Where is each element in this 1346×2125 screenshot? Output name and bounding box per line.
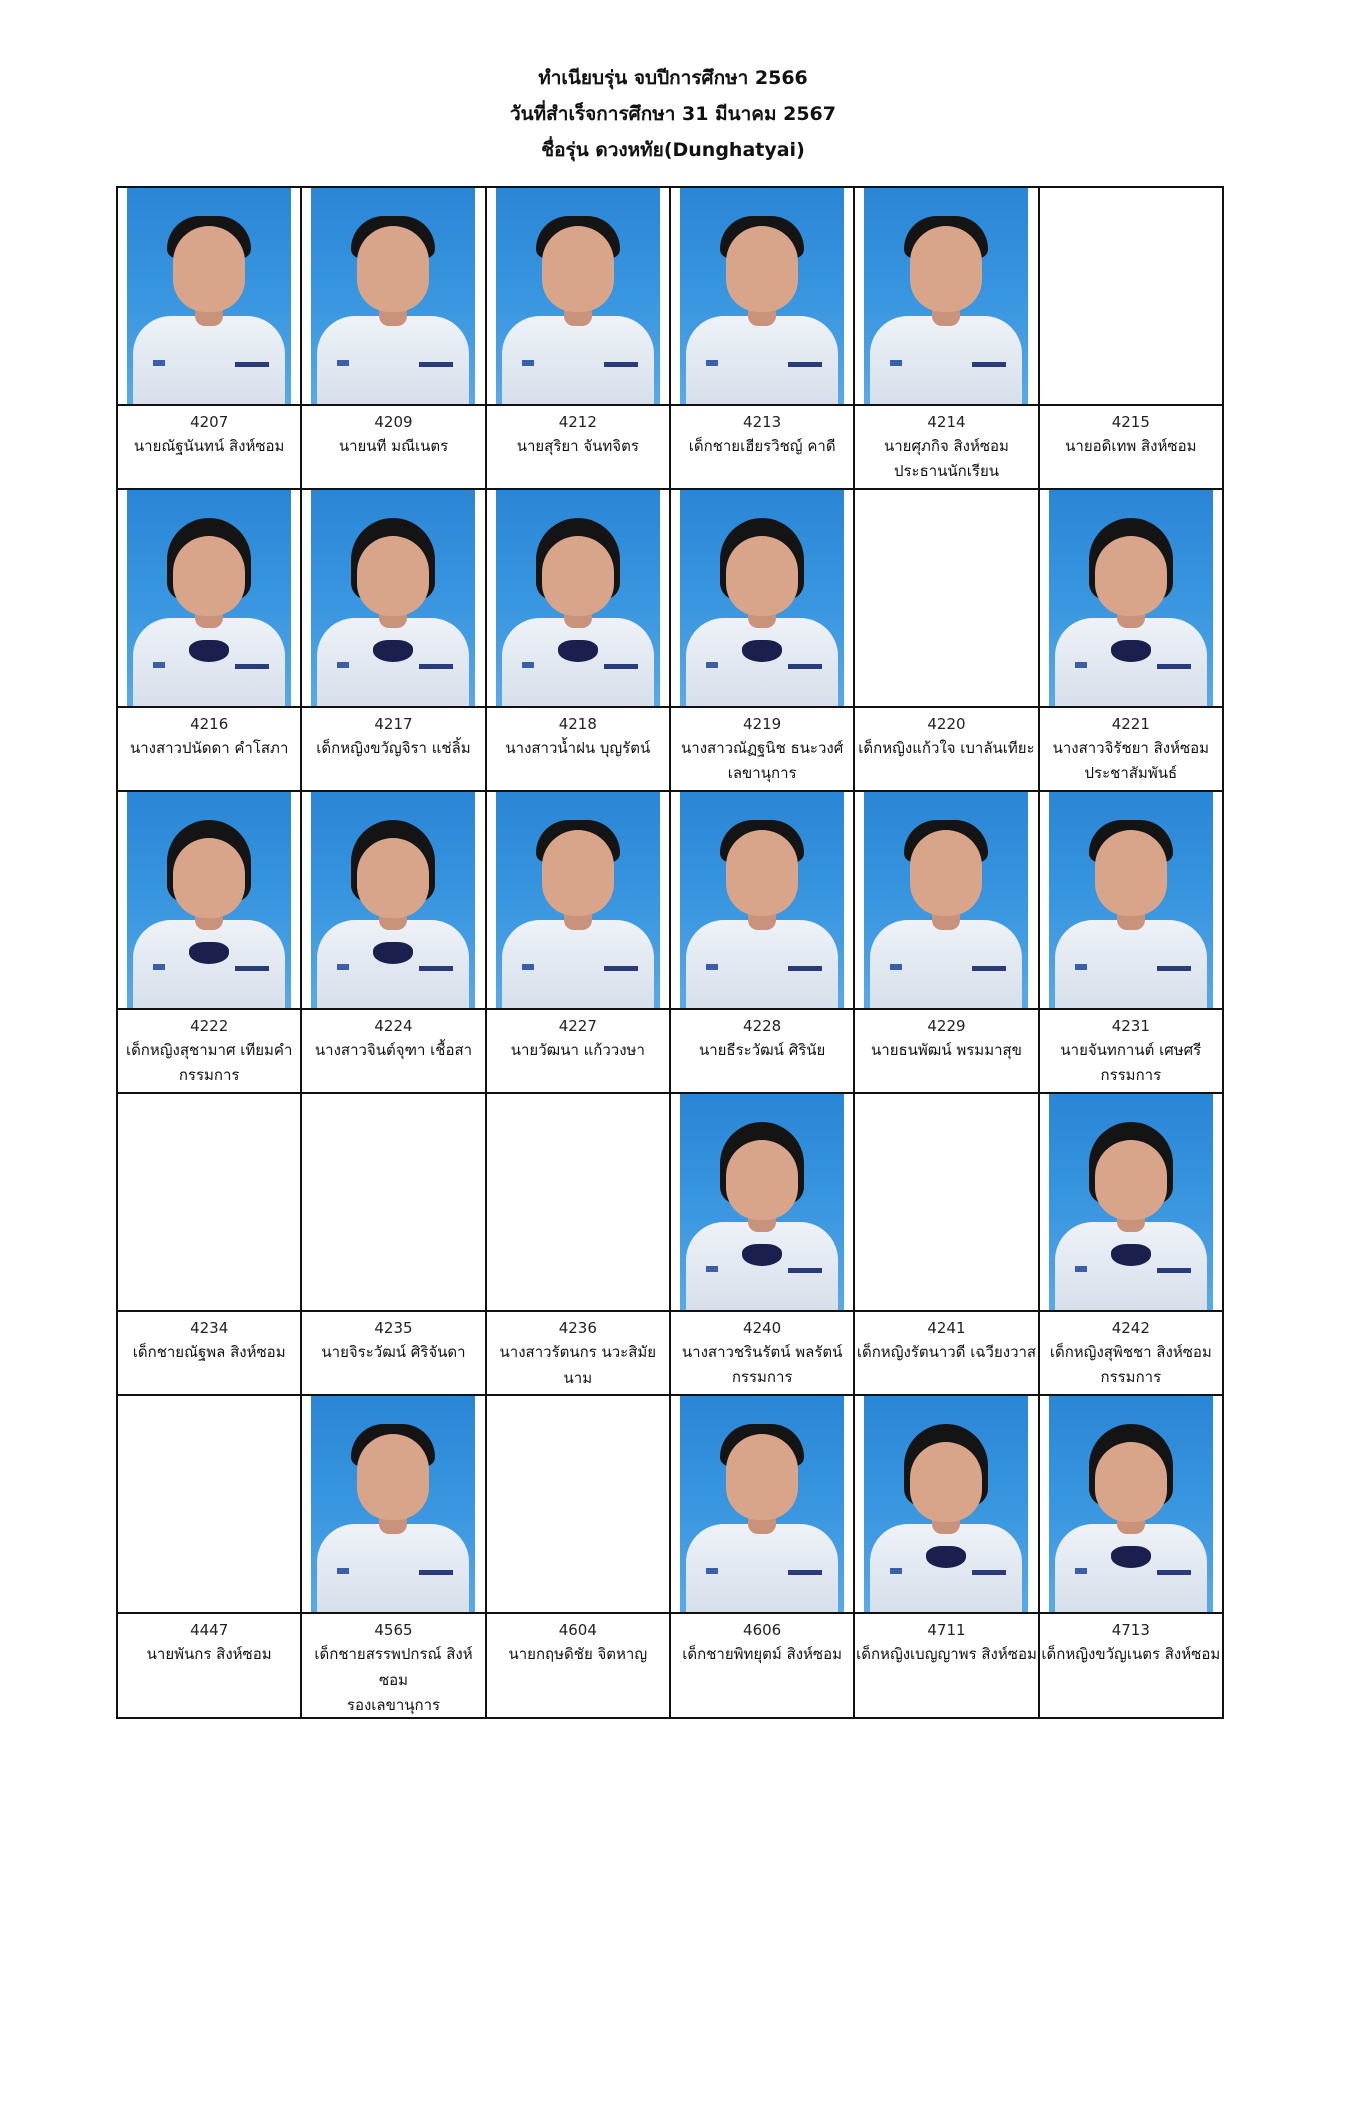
student-id: 4228: [743, 1017, 782, 1035]
student-id: 4713: [1111, 1621, 1150, 1639]
photo-row: [117, 187, 1223, 405]
student-photo-cell: [1039, 791, 1223, 1009]
student-id: 4224: [374, 1017, 413, 1035]
student-id: 4227: [558, 1017, 597, 1035]
student-photo-cell: [854, 489, 1038, 707]
student-id: 4229: [927, 1017, 966, 1035]
student-name: เด็กหญิงรัตนาวดี เฉวียงวาส: [856, 1343, 1037, 1361]
student-id: 4214: [927, 413, 966, 431]
student-photo-cell: [117, 489, 301, 707]
student-info-cell: [670, 707, 854, 791]
student-photo-cell: [301, 1093, 485, 1311]
student-portrait: [311, 792, 475, 1008]
student-id: 4242: [1111, 1319, 1150, 1337]
student-id: 4231: [1111, 1017, 1150, 1035]
student-id: 4216: [190, 715, 229, 733]
student-name: เด็กหญิงแก้วใจ เบาลันเทียะ: [858, 739, 1035, 757]
student-role: กรรมการ: [178, 1066, 240, 1084]
student-info-cell: [301, 1009, 485, 1093]
student-id: 4215: [1111, 413, 1150, 431]
student-info-cell: [854, 707, 1038, 791]
student-photo-cell: [854, 1093, 1038, 1311]
student-photo-cell: [301, 187, 485, 405]
student-photo-cell: [301, 791, 485, 1009]
student-role: ประชาสัมพันธ์: [1084, 764, 1178, 782]
student-photo-cell: [117, 187, 301, 405]
student-name: นางสาวจินต์จุฑา เชื้อสา: [314, 1041, 473, 1059]
photo-row: [117, 791, 1223, 1009]
student-name: นางสาวรัตนกร นวะสิมัยนาม: [499, 1343, 657, 1387]
student-photo-cell: [486, 1395, 670, 1613]
student-name: นายศุภกิจ สิงห์ซอม: [883, 437, 1009, 455]
student-info-cell: [1039, 1311, 1223, 1395]
student-info-cell: [301, 707, 485, 791]
student-portrait: [680, 792, 844, 1008]
student-id: 4221: [1111, 715, 1150, 733]
student-role: กรรมการ: [731, 1368, 793, 1386]
student-photo-cell: [854, 187, 1038, 405]
student-photo-cell: [670, 791, 854, 1009]
student-id: 4711: [927, 1621, 966, 1639]
info-row: [117, 1311, 1223, 1395]
student-name: เด็กหญิงขวัญเนตร สิงห์ซอม: [1041, 1645, 1221, 1663]
student-info-cell: [301, 1613, 485, 1718]
info-row: [117, 1009, 1223, 1093]
student-id: 4235: [374, 1319, 413, 1337]
student-info-cell: [486, 1009, 670, 1093]
student-name: นายพันกร สิงห์ซอม: [146, 1645, 272, 1663]
student-portrait: [496, 188, 660, 404]
student-name: เด็กหญิงสุชามาศ เทียมคำ: [125, 1041, 293, 1059]
student-name: เด็กหญิงขวัญจิรา แช่ลิ้ม: [316, 739, 471, 757]
student-info-cell: [1039, 1613, 1223, 1718]
student-name: นายธีระวัฒน์ ศิรินัย: [698, 1041, 826, 1059]
student-photo-cell: [670, 1093, 854, 1311]
student-info-cell: [486, 1613, 670, 1718]
student-photo-cell: [301, 1395, 485, 1613]
student-name: นายกฤษดิชัย จิตหาญ: [508, 1645, 648, 1663]
student-id: 4212: [558, 413, 597, 431]
student-id: 4209: [374, 413, 413, 431]
student-portrait: [864, 1396, 1028, 1612]
student-info-cell: [301, 405, 485, 489]
student-portrait: [1049, 490, 1213, 706]
student-photo-cell: [854, 1395, 1038, 1613]
student-id: 4213: [743, 413, 782, 431]
student-portrait: [127, 490, 291, 706]
info-row: [117, 405, 1223, 489]
student-info-cell: [117, 1613, 301, 1718]
student-photo-cell: [486, 791, 670, 1009]
info-row: [117, 707, 1223, 791]
student-id: 4219: [743, 715, 782, 733]
student-portrait: [680, 490, 844, 706]
student-role: ประธานนักเรียน: [893, 462, 999, 480]
student-id: 4207: [190, 413, 229, 431]
student-photo-cell: [117, 1093, 301, 1311]
student-info-cell: [670, 1009, 854, 1093]
student-portrait: [127, 188, 291, 404]
student-portrait: [680, 1094, 844, 1310]
student-name: นางสาวชรินรัตน์ พลรัตน์: [681, 1343, 843, 1361]
student-portrait: [1049, 1396, 1213, 1612]
student-info-cell: [854, 1009, 1038, 1093]
student-info-cell: [117, 1311, 301, 1395]
student-info-cell: [117, 707, 301, 791]
student-info-cell: [301, 1311, 485, 1395]
student-portrait: [1049, 1094, 1213, 1310]
student-name: นางสาวปนัดดา คำโสภา: [129, 739, 289, 757]
student-photo-cell: [1039, 187, 1223, 405]
student-portrait: [311, 188, 475, 404]
student-info-cell: [117, 405, 301, 489]
student-info-cell: [670, 405, 854, 489]
student-photo-cell: [1039, 1395, 1223, 1613]
student-photo-cell: [854, 791, 1038, 1009]
student-photo-cell: [486, 489, 670, 707]
student-name: นายธนพัฒน์ พรมมาสุข: [871, 1041, 1022, 1059]
student-photo-cell: [117, 791, 301, 1009]
student-name: นายจันทกานต์ เศษศรี: [1060, 1041, 1202, 1059]
student-photo-cell: [1039, 1093, 1223, 1311]
student-info-cell: [670, 1613, 854, 1718]
student-id: 4222: [190, 1017, 229, 1035]
student-role: กรรมการ: [1100, 1066, 1162, 1084]
student-info-cell: [670, 1311, 854, 1395]
student-name: เด็กหญิงเบญญาพร สิงห์ซอม: [856, 1645, 1037, 1663]
student-name: เด็กชายสรรพปกรณ์ สิงห์ซอม: [314, 1645, 473, 1689]
title-line-1: ทำเนียบรุ่น จบปีการศึกษา 2566: [538, 67, 808, 89]
student-role: เลขานุการ: [727, 764, 797, 782]
student-id: 4606: [743, 1621, 782, 1639]
student-photo-cell: [670, 187, 854, 405]
student-id: 4217: [374, 715, 413, 733]
student-name: นายนที มณีเนตร: [338, 437, 449, 455]
student-id: 4236: [558, 1319, 597, 1337]
student-name: นายอดิเทพ สิงห์ซอม: [1065, 437, 1197, 455]
student-role: กรรมการ: [1100, 1368, 1162, 1386]
photo-row: [117, 489, 1223, 707]
student-photo-cell: [670, 489, 854, 707]
student-id: 4447: [190, 1621, 229, 1639]
info-row: [117, 1613, 1223, 1718]
student-info-cell: [854, 1613, 1038, 1718]
student-id: 4565: [374, 1621, 413, 1639]
photo-row: [117, 1093, 1223, 1311]
student-name: เด็กชายพิทยุตม์ สิงห์ซอม: [682, 1645, 843, 1663]
student-portrait: [311, 1396, 475, 1612]
student-id: 4218: [558, 715, 597, 733]
student-portrait: [864, 792, 1028, 1008]
student-photo-cell: [1039, 489, 1223, 707]
student-name: เด็กชายเฮียรวิชญ์ คาดี: [688, 437, 836, 455]
student-name: นางสาวน้ำฝน บุญรัตน์: [505, 739, 651, 757]
student-portrait: [680, 1396, 844, 1612]
student-name: เด็กหญิงสุพิชชา สิงห์ซอม: [1049, 1343, 1212, 1361]
student-info-cell: [1039, 1009, 1223, 1093]
student-portrait: [1049, 792, 1213, 1008]
student-name: นางสาวจิรัชยา สิงห์ซอม: [1052, 739, 1210, 757]
page-header: [0, 60, 1346, 168]
student-portrait: [311, 490, 475, 706]
student-photo-cell: [486, 187, 670, 405]
student-name: นายณัฐนันทน์ สิงห์ซอม: [133, 437, 285, 455]
student-name: นางสาวณัฏฐนิช ธนะวงศ์: [681, 739, 844, 757]
student-info-cell: [1039, 405, 1223, 489]
student-info-cell: [117, 1009, 301, 1093]
student-photo-cell: [670, 1395, 854, 1613]
student-name: นายสุริยา จันทจิตร: [516, 437, 639, 455]
student-photo-cell: [117, 1395, 301, 1613]
student-info-cell: [1039, 707, 1223, 791]
student-info-cell: [486, 1311, 670, 1395]
photo-row: [117, 1395, 1223, 1613]
student-directory-grid: [116, 186, 1224, 1719]
student-id: 4241: [927, 1319, 966, 1337]
student-name: นายจิระวัฒน์ ศิริจันดา: [321, 1343, 466, 1361]
student-info-cell: [486, 405, 670, 489]
student-info-cell: [486, 707, 670, 791]
title-line-3: ชื่อรุ่น ดวงหทัย(Dunghatyai): [541, 139, 805, 161]
student-info-cell: [854, 1311, 1038, 1395]
title-line-2: วันที่สำเร็จการศึกษา 31 มีนาคม 2567: [510, 103, 836, 125]
student-info-cell: [854, 405, 1038, 489]
student-photo-cell: [301, 489, 485, 707]
student-role: รองเลขานุการ: [346, 1696, 441, 1714]
student-id: 4240: [743, 1319, 782, 1337]
student-name: นายวัฒนา แก้ววงษา: [510, 1041, 645, 1059]
student-portrait: [680, 188, 844, 404]
student-portrait: [496, 490, 660, 706]
student-id: 4234: [190, 1319, 229, 1337]
student-id: 4220: [927, 715, 966, 733]
student-portrait: [496, 792, 660, 1008]
student-portrait: [864, 188, 1028, 404]
student-id: 4604: [558, 1621, 597, 1639]
student-name: เด็กชายณัฐพล สิงห์ซอม: [132, 1343, 286, 1361]
student-photo-cell: [486, 1093, 670, 1311]
student-portrait: [127, 792, 291, 1008]
